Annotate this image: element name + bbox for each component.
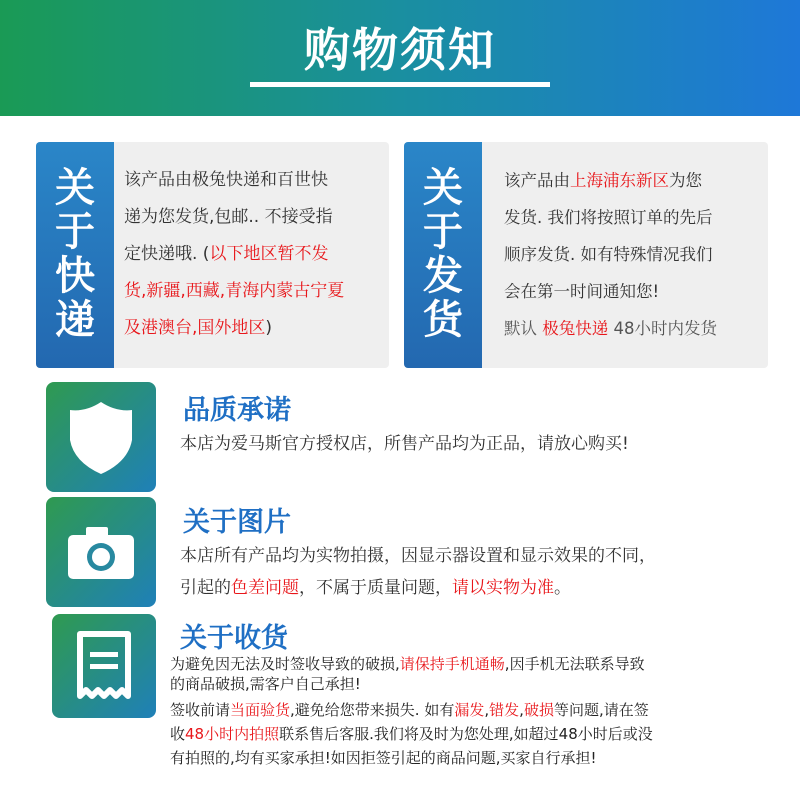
title-underline xyxy=(250,82,550,87)
quality-icon-box xyxy=(46,382,156,492)
photos-title: 关于图片 xyxy=(183,507,291,538)
receipt-icon xyxy=(52,614,156,718)
express-card-tab xyxy=(36,142,114,368)
photos-icon-box xyxy=(46,497,156,607)
express-card-text: 该产品由极兔快递和百世快 递为您发货,包邮.. 不接受指 定快递哦. (以下地区暂不发 货,新疆,西藏,青海内蒙古宁夏 及港澳台,国外地区) xyxy=(124,170,345,338)
page-title: 购物须知 xyxy=(304,23,496,77)
quality-title: 品质承诺 xyxy=(183,395,291,426)
header-banner xyxy=(0,0,800,116)
receiving-title: 关于收货 xyxy=(180,623,288,654)
receiving-icon-box xyxy=(52,614,156,718)
shipping-card-tab xyxy=(404,142,482,368)
quality-text: 本店为爱马斯官方授权店，所售产品均为正品，请放心购买! xyxy=(180,434,629,454)
shield-icon xyxy=(46,382,156,492)
shipping-card-text: 该产品由上海浦东新区为您 发货. 我们将按照订单的先后 顺序发货. 如有特殊情况我们 会在第一时间通知您! 默认 极兔快递 48小时内发货 xyxy=(504,171,717,338)
photos-text: 本店所有产品均为实物拍摄，因显示器设置和显示效果的不同， 引起的色差问题，不属于质量问题，请以实物为准。 xyxy=(180,546,656,598)
camera-icon xyxy=(46,497,156,607)
express-card-tab-text: 关 于 快 递 xyxy=(55,165,95,343)
express-card xyxy=(36,142,389,368)
shipping-card xyxy=(404,142,768,368)
shipping-card-tab-text: 关 于 发 货 xyxy=(423,165,463,343)
receiving-text: 为避免因无法及时签收导致的破损,请保持手机通畅,因手机无法联系导致 的商品破损,需客户自己承担! 签收前请当面验货,避免给您带来损失. 如有漏发,错发,破损等问题,请在签 收48小时内拍照联系售后客服.我们将及时为您处理,如超过48小时后或没 有拍照的,均有买家承担!如因拒签引起的商品问题,买家自行承担! xyxy=(170,655,653,767)
